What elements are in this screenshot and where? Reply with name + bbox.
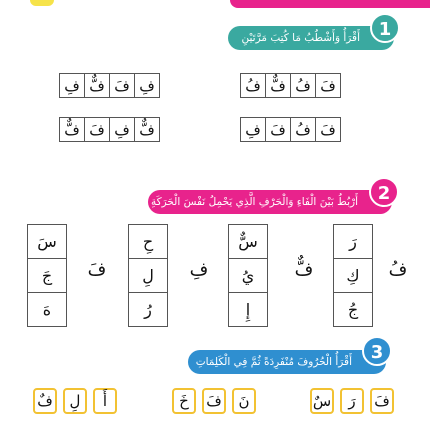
letter-tile: لِ bbox=[63, 388, 87, 414]
letter-tile: رَ bbox=[340, 388, 364, 414]
exercise-2-number-badge: 2 bbox=[369, 177, 399, 207]
yellow-tab-decoration bbox=[30, 0, 54, 6]
choice-cell[interactable]: إِ bbox=[228, 292, 268, 327]
letter-tile: فٌ bbox=[33, 388, 57, 414]
top-decoration bbox=[0, 0, 430, 6]
exercise-1-row bbox=[60, 117, 160, 142]
choice-cell[interactable]: رُ bbox=[128, 292, 168, 327]
letter-cell[interactable]: فَ bbox=[265, 117, 291, 142]
choice-cell[interactable]: لِ bbox=[128, 258, 168, 293]
exercise-3-instruction: أَقْرَأُ الْحُرُوفَ مُنْفَرِدَةً ثُمَّ فِي الْكَلِمَاتِ bbox=[188, 350, 386, 374]
letter-cell[interactable]: فُ bbox=[290, 117, 316, 142]
letter-cell[interactable]: فَ bbox=[84, 117, 110, 142]
letter-tile: نَ bbox=[232, 388, 256, 414]
letter-cell[interactable]: فَ bbox=[315, 117, 341, 142]
letter-cell[interactable]: فَ bbox=[315, 73, 341, 98]
pink-stripe-decoration bbox=[230, 0, 430, 8]
choice-cell[interactable]: رَ bbox=[333, 224, 373, 259]
exercise-1-row bbox=[241, 117, 341, 142]
letter-cell[interactable]: فِ bbox=[134, 73, 160, 98]
letter-cell[interactable]: فَ bbox=[109, 73, 135, 98]
choice-cell[interactable]: سٌّ bbox=[228, 224, 268, 259]
exercise-2-column bbox=[228, 225, 268, 327]
exercise-3-letter-group bbox=[33, 388, 117, 414]
choice-cell[interactable]: جُ bbox=[333, 292, 373, 327]
letter-cell[interactable]: فِ bbox=[240, 117, 266, 142]
exercise-1-number-badge: 1 bbox=[370, 13, 400, 43]
letter-cell[interactable]: فٌّ bbox=[59, 117, 85, 142]
letter-cell[interactable]: فٌّ bbox=[84, 73, 110, 98]
exercise-3-number-badge: 3 bbox=[362, 336, 392, 366]
choice-cell[interactable]: يُ bbox=[228, 258, 268, 293]
exercise-3-letter-group bbox=[172, 388, 256, 414]
choice-cell[interactable]: كِ bbox=[333, 258, 373, 293]
letter-cell[interactable]: فٌّ bbox=[134, 117, 160, 142]
letter-cell[interactable]: فُ bbox=[240, 73, 266, 98]
exercise-2-column bbox=[128, 225, 168, 327]
exercise-1-row bbox=[241, 73, 341, 98]
letter-cell[interactable]: فِ bbox=[59, 73, 85, 98]
choice-cell[interactable]: حِ bbox=[128, 224, 168, 259]
target-letter[interactable]: فِ bbox=[189, 259, 209, 280]
letter-cell[interactable]: فٌّ bbox=[265, 73, 291, 98]
letter-tile: خَ bbox=[172, 388, 196, 414]
letter-cell[interactable]: فُ bbox=[290, 73, 316, 98]
target-letter[interactable]: فٌّ bbox=[294, 259, 314, 280]
letter-tile: فَ bbox=[370, 388, 394, 414]
choice-cell[interactable]: سَ bbox=[27, 224, 67, 259]
letter-tile: أَ bbox=[93, 388, 117, 414]
letter-tile: سٌ bbox=[310, 388, 334, 414]
choice-cell[interactable]: هَ bbox=[27, 292, 67, 327]
letter-tile: فَ bbox=[202, 388, 226, 414]
exercise-1-instruction: أَقْرَأُ وَأَشْطُبُ مَا كُتِبَ مَرَّتَيْنِ bbox=[228, 26, 394, 50]
exercise-2-column bbox=[333, 225, 373, 327]
letter-cell[interactable]: فِ bbox=[109, 117, 135, 142]
target-letter[interactable]: فُ bbox=[388, 259, 408, 280]
exercise-1-row bbox=[60, 73, 160, 98]
exercise-2-instruction: أَرْبُطُ بَيْنَ الْفَاءِ وَالْحَرْفِ الَّذِي يَحْمِلُ نَفْسَ الْحَرَكَةِ bbox=[148, 190, 392, 214]
choice-cell[interactable]: جَ bbox=[27, 258, 67, 293]
target-letter[interactable]: فَ bbox=[87, 259, 107, 280]
exercise-2-column bbox=[27, 225, 67, 327]
exercise-3-letter-group bbox=[310, 388, 394, 414]
